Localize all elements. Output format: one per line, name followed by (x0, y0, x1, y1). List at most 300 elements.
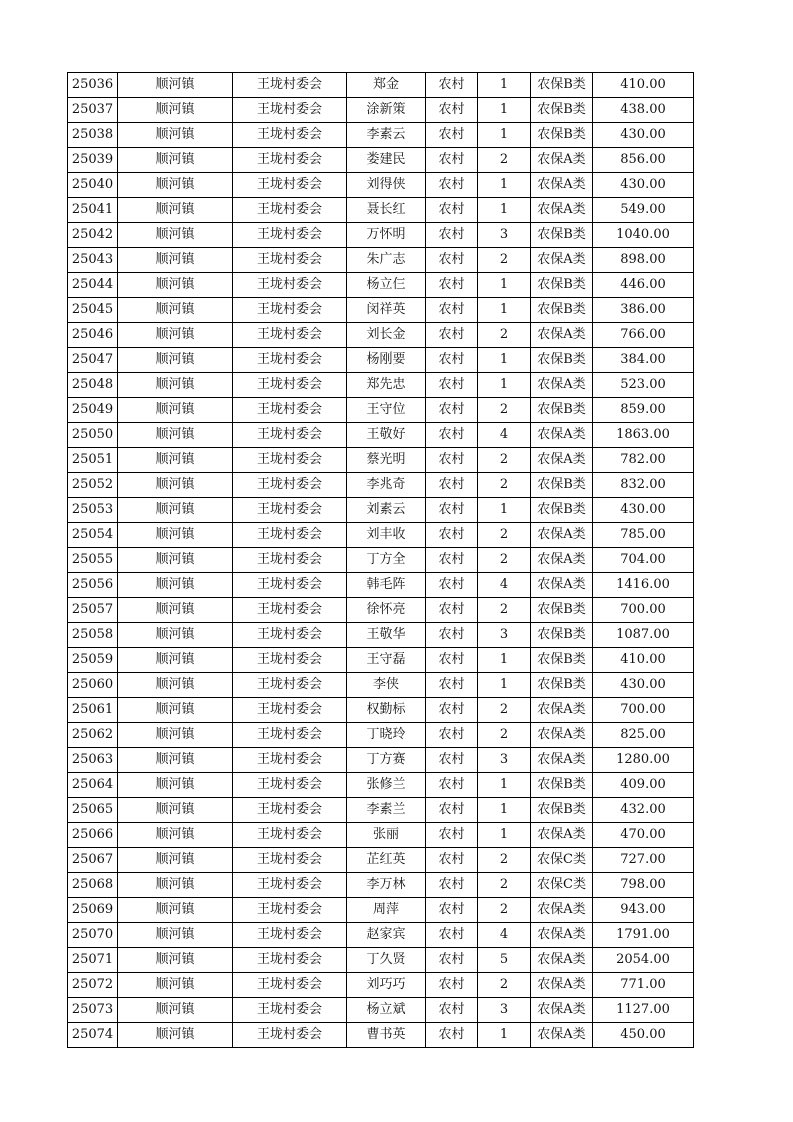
town-cell: 顺河镇 (118, 323, 233, 348)
village-committee-cell: 王垅村委会 (233, 748, 347, 773)
household-size-cell: 2 (478, 698, 531, 723)
residence-type-cell: 农村 (426, 398, 478, 423)
record-id-cell: 25057 (68, 598, 118, 623)
village-committee-cell: 王垅村委会 (233, 623, 347, 648)
village-committee-cell: 王垅村委会 (233, 98, 347, 123)
town-cell: 顺河镇 (118, 848, 233, 873)
residence-type-cell: 农村 (426, 648, 478, 673)
insurance-category-cell: 农保A类 (531, 248, 593, 273)
insurance-category-cell: 农保A类 (531, 323, 593, 348)
town-cell: 顺河镇 (118, 723, 233, 748)
insurance-category-cell: 农保B类 (531, 473, 593, 498)
name-cell: 郑金 (347, 73, 426, 98)
household-size-cell: 1 (478, 773, 531, 798)
household-size-cell: 5 (478, 948, 531, 973)
record-id-cell: 25050 (68, 423, 118, 448)
village-committee-cell: 王垅村委会 (233, 598, 347, 623)
town-cell: 顺河镇 (118, 298, 233, 323)
residence-type-cell: 农村 (426, 898, 478, 923)
household-size-cell: 2 (478, 448, 531, 473)
residence-type-cell: 农村 (426, 523, 478, 548)
amount-cell: 832.00 (593, 473, 694, 498)
village-committee-cell: 王垅村委会 (233, 73, 347, 98)
village-committee-cell: 王垅村委会 (233, 1023, 347, 1048)
amount-cell: 898.00 (593, 248, 694, 273)
household-size-cell: 1 (478, 373, 531, 398)
residence-type-cell: 农村 (426, 598, 478, 623)
residence-type-cell: 农村 (426, 298, 478, 323)
table-row (68, 548, 694, 573)
record-id-cell: 25053 (68, 498, 118, 523)
household-size-cell: 3 (478, 998, 531, 1023)
town-cell: 顺河镇 (118, 998, 233, 1023)
household-size-cell: 2 (478, 323, 531, 348)
household-size-cell: 1 (478, 73, 531, 98)
insurance-category-cell: 农保A类 (531, 573, 593, 598)
household-size-cell: 2 (478, 898, 531, 923)
name-cell: 涂新策 (347, 98, 426, 123)
residence-type-cell: 农村 (426, 323, 478, 348)
amount-cell: 943.00 (593, 898, 694, 923)
insurance-category-cell: 农保A类 (531, 923, 593, 948)
village-committee-cell: 王垅村委会 (233, 798, 347, 823)
record-id-cell: 25046 (68, 323, 118, 348)
table-row (68, 973, 694, 998)
village-committee-cell: 王垅村委会 (233, 423, 347, 448)
name-cell: 杨立斌 (347, 998, 426, 1023)
record-id-cell: 25058 (68, 623, 118, 648)
residence-type-cell: 农村 (426, 698, 478, 723)
household-size-cell: 2 (478, 723, 531, 748)
household-size-cell: 1 (478, 1023, 531, 1048)
insurance-category-cell: 农保C类 (531, 873, 593, 898)
name-cell: 徐怀亮 (347, 598, 426, 623)
town-cell: 顺河镇 (118, 423, 233, 448)
village-committee-cell: 王垅村委会 (233, 873, 347, 898)
record-id-cell: 25062 (68, 723, 118, 748)
household-size-cell: 1 (478, 798, 531, 823)
household-size-cell: 1 (478, 173, 531, 198)
village-committee-cell: 王垅村委会 (233, 973, 347, 998)
insurance-category-cell: 农保B类 (531, 398, 593, 423)
village-committee-cell: 王垅村委会 (233, 673, 347, 698)
amount-cell: 549.00 (593, 198, 694, 223)
household-size-cell: 2 (478, 523, 531, 548)
town-cell: 顺河镇 (118, 473, 233, 498)
insurance-category-cell: 农保A类 (531, 723, 593, 748)
residence-type-cell: 农村 (426, 248, 478, 273)
record-id-cell: 25043 (68, 248, 118, 273)
table-row (68, 773, 694, 798)
amount-cell: 727.00 (593, 848, 694, 873)
village-committee-cell: 王垅村委会 (233, 248, 347, 273)
amount-cell: 700.00 (593, 598, 694, 623)
record-id-cell: 25055 (68, 548, 118, 573)
record-id-cell: 25061 (68, 698, 118, 723)
name-cell: 李兆奇 (347, 473, 426, 498)
residence-type-cell: 农村 (426, 998, 478, 1023)
records-table (67, 72, 694, 1048)
village-committee-cell: 王垅村委会 (233, 523, 347, 548)
amount-cell: 410.00 (593, 73, 694, 98)
table-row (68, 298, 694, 323)
table-row (68, 623, 694, 648)
residence-type-cell: 农村 (426, 198, 478, 223)
name-cell: 丁晓玲 (347, 723, 426, 748)
town-cell: 顺河镇 (118, 498, 233, 523)
record-id-cell: 25054 (68, 523, 118, 548)
amount-cell: 1127.00 (593, 998, 694, 1023)
village-committee-cell: 王垅村委会 (233, 298, 347, 323)
amount-cell: 1280.00 (593, 748, 694, 773)
record-id-cell: 25073 (68, 998, 118, 1023)
village-committee-cell: 王垅村委会 (233, 223, 347, 248)
record-id-cell: 25065 (68, 798, 118, 823)
table-row (68, 223, 694, 248)
table-row (68, 673, 694, 698)
amount-cell: 1087.00 (593, 623, 694, 648)
table-row (68, 273, 694, 298)
record-id-cell: 25038 (68, 123, 118, 148)
name-cell: 曹书英 (347, 1023, 426, 1048)
residence-type-cell: 农村 (426, 173, 478, 198)
insurance-category-cell: 农保B类 (531, 598, 593, 623)
name-cell: 韩毛阵 (347, 573, 426, 598)
insurance-category-cell: 农保A类 (531, 423, 593, 448)
town-cell: 顺河镇 (118, 523, 233, 548)
household-size-cell: 3 (478, 748, 531, 773)
table-row (68, 1023, 694, 1048)
name-cell: 王敬华 (347, 623, 426, 648)
insurance-category-cell: 农保B类 (531, 648, 593, 673)
record-id-cell: 25041 (68, 198, 118, 223)
amount-cell: 409.00 (593, 773, 694, 798)
amount-cell: 2054.00 (593, 948, 694, 973)
residence-type-cell: 农村 (426, 548, 478, 573)
residence-type-cell: 农村 (426, 673, 478, 698)
records-table-body (68, 73, 694, 1048)
residence-type-cell: 农村 (426, 123, 478, 148)
name-cell: 张丽 (347, 823, 426, 848)
record-id-cell: 25037 (68, 98, 118, 123)
amount-cell: 782.00 (593, 448, 694, 473)
town-cell: 顺河镇 (118, 248, 233, 273)
town-cell: 顺河镇 (118, 773, 233, 798)
town-cell: 顺河镇 (118, 373, 233, 398)
residence-type-cell: 农村 (426, 473, 478, 498)
residence-type-cell: 农村 (426, 823, 478, 848)
amount-cell: 430.00 (593, 498, 694, 523)
name-cell: 刘得侠 (347, 173, 426, 198)
name-cell: 郑先忠 (347, 373, 426, 398)
record-id-cell: 25060 (68, 673, 118, 698)
town-cell: 顺河镇 (118, 673, 233, 698)
record-id-cell: 25045 (68, 298, 118, 323)
household-size-cell: 1 (478, 648, 531, 673)
village-committee-cell: 王垅村委会 (233, 948, 347, 973)
amount-cell: 410.00 (593, 648, 694, 673)
name-cell: 赵家宾 (347, 923, 426, 948)
name-cell: 王守位 (347, 398, 426, 423)
village-committee-cell: 王垅村委会 (233, 648, 347, 673)
amount-cell: 771.00 (593, 973, 694, 998)
village-committee-cell: 王垅村委会 (233, 823, 347, 848)
village-committee-cell: 王垅村委会 (233, 548, 347, 573)
table-row (68, 798, 694, 823)
amount-cell: 825.00 (593, 723, 694, 748)
record-id-cell: 25072 (68, 973, 118, 998)
town-cell: 顺河镇 (118, 973, 233, 998)
village-committee-cell: 王垅村委会 (233, 123, 347, 148)
household-size-cell: 1 (478, 298, 531, 323)
insurance-category-cell: 农保A类 (531, 898, 593, 923)
name-cell: 芷红英 (347, 848, 426, 873)
residence-type-cell: 农村 (426, 148, 478, 173)
residence-type-cell: 农村 (426, 573, 478, 598)
town-cell: 顺河镇 (118, 398, 233, 423)
table-row (68, 73, 694, 98)
residence-type-cell: 农村 (426, 848, 478, 873)
record-id-cell: 25070 (68, 923, 118, 948)
record-id-cell: 25036 (68, 73, 118, 98)
household-size-cell: 1 (478, 98, 531, 123)
insurance-category-cell: 农保B类 (531, 798, 593, 823)
insurance-category-cell: 农保B类 (531, 123, 593, 148)
village-committee-cell: 王垅村委会 (233, 698, 347, 723)
household-size-cell: 1 (478, 348, 531, 373)
name-cell: 李素兰 (347, 798, 426, 823)
amount-cell: 1040.00 (593, 223, 694, 248)
table-row (68, 148, 694, 173)
amount-cell: 859.00 (593, 398, 694, 423)
amount-cell: 700.00 (593, 698, 694, 723)
household-size-cell: 1 (478, 823, 531, 848)
insurance-category-cell: 农保C类 (531, 848, 593, 873)
town-cell: 顺河镇 (118, 648, 233, 673)
village-committee-cell: 王垅村委会 (233, 498, 347, 523)
household-size-cell: 2 (478, 148, 531, 173)
town-cell: 顺河镇 (118, 198, 233, 223)
town-cell: 顺河镇 (118, 923, 233, 948)
village-committee-cell: 王垅村委会 (233, 923, 347, 948)
name-cell: 杨立仨 (347, 273, 426, 298)
record-id-cell: 25066 (68, 823, 118, 848)
town-cell: 顺河镇 (118, 573, 233, 598)
name-cell: 娄建民 (347, 148, 426, 173)
residence-type-cell: 农村 (426, 423, 478, 448)
residence-type-cell: 农村 (426, 73, 478, 98)
village-committee-cell: 王垅村委会 (233, 323, 347, 348)
name-cell: 刘丰收 (347, 523, 426, 548)
table-row (68, 123, 694, 148)
amount-cell: 523.00 (593, 373, 694, 398)
village-committee-cell: 王垅村委会 (233, 998, 347, 1023)
insurance-category-cell: 农保A类 (531, 198, 593, 223)
name-cell: 刘长金 (347, 323, 426, 348)
amount-cell: 430.00 (593, 673, 694, 698)
village-committee-cell: 王垅村委会 (233, 848, 347, 873)
residence-type-cell: 农村 (426, 873, 478, 898)
residence-type-cell: 农村 (426, 98, 478, 123)
household-size-cell: 1 (478, 198, 531, 223)
table-row (68, 573, 694, 598)
name-cell: 杨刚要 (347, 348, 426, 373)
town-cell: 顺河镇 (118, 148, 233, 173)
table-row (68, 523, 694, 548)
record-id-cell: 25040 (68, 173, 118, 198)
town-cell: 顺河镇 (118, 73, 233, 98)
name-cell: 刘巧巧 (347, 973, 426, 998)
table-row (68, 198, 694, 223)
town-cell: 顺河镇 (118, 598, 233, 623)
name-cell: 丁方全 (347, 548, 426, 573)
residence-type-cell: 农村 (426, 223, 478, 248)
insurance-category-cell: 农保B类 (531, 348, 593, 373)
town-cell: 顺河镇 (118, 98, 233, 123)
village-committee-cell: 王垅村委会 (233, 173, 347, 198)
name-cell: 王敬好 (347, 423, 426, 448)
village-committee-cell: 王垅村委会 (233, 723, 347, 748)
residence-type-cell: 农村 (426, 1023, 478, 1048)
insurance-category-cell: 农保A类 (531, 973, 593, 998)
village-committee-cell: 王垅村委会 (233, 898, 347, 923)
name-cell: 丁方赛 (347, 748, 426, 773)
amount-cell: 856.00 (593, 148, 694, 173)
name-cell: 万怀明 (347, 223, 426, 248)
insurance-category-cell: 农保A类 (531, 698, 593, 723)
residence-type-cell: 农村 (426, 923, 478, 948)
residence-type-cell: 农村 (426, 273, 478, 298)
table-row (68, 373, 694, 398)
insurance-category-cell: 农保B类 (531, 673, 593, 698)
name-cell: 李素云 (347, 123, 426, 148)
record-id-cell: 25052 (68, 473, 118, 498)
table-row (68, 423, 694, 448)
record-id-cell: 25049 (68, 398, 118, 423)
amount-cell: 446.00 (593, 273, 694, 298)
table-row (68, 848, 694, 873)
household-size-cell: 2 (478, 473, 531, 498)
amount-cell: 384.00 (593, 348, 694, 373)
record-id-cell: 25042 (68, 223, 118, 248)
insurance-category-cell: 农保A类 (531, 148, 593, 173)
insurance-category-cell: 农保A类 (531, 823, 593, 848)
household-size-cell: 1 (478, 498, 531, 523)
amount-cell: 430.00 (593, 173, 694, 198)
village-committee-cell: 王垅村委会 (233, 573, 347, 598)
village-committee-cell: 王垅村委会 (233, 398, 347, 423)
amount-cell: 430.00 (593, 123, 694, 148)
table-row (68, 898, 694, 923)
household-size-cell: 4 (478, 923, 531, 948)
record-id-cell: 25069 (68, 898, 118, 923)
town-cell: 顺河镇 (118, 548, 233, 573)
insurance-category-cell: 农保B类 (531, 98, 593, 123)
name-cell: 丁久贤 (347, 948, 426, 973)
record-id-cell: 25047 (68, 348, 118, 373)
name-cell: 周萍 (347, 898, 426, 923)
insurance-category-cell: 农保A类 (531, 173, 593, 198)
table-row (68, 948, 694, 973)
name-cell: 朱广志 (347, 248, 426, 273)
amount-cell: 386.00 (593, 298, 694, 323)
residence-type-cell: 农村 (426, 948, 478, 973)
table-row (68, 173, 694, 198)
amount-cell: 798.00 (593, 873, 694, 898)
insurance-category-cell: 农保A类 (531, 523, 593, 548)
insurance-category-cell: 农保B类 (531, 298, 593, 323)
town-cell: 顺河镇 (118, 873, 233, 898)
town-cell: 顺河镇 (118, 348, 233, 373)
residence-type-cell: 农村 (426, 448, 478, 473)
town-cell: 顺河镇 (118, 798, 233, 823)
household-size-cell: 2 (478, 398, 531, 423)
amount-cell: 1863.00 (593, 423, 694, 448)
record-id-cell: 25071 (68, 948, 118, 973)
residence-type-cell: 农村 (426, 773, 478, 798)
name-cell: 权勤标 (347, 698, 426, 723)
insurance-category-cell: 农保B类 (531, 73, 593, 98)
record-id-cell: 25068 (68, 873, 118, 898)
household-size-cell: 1 (478, 123, 531, 148)
village-committee-cell: 王垅村委会 (233, 473, 347, 498)
name-cell: 刘素云 (347, 498, 426, 523)
village-committee-cell: 王垅村委会 (233, 273, 347, 298)
name-cell: 聂长红 (347, 198, 426, 223)
village-committee-cell: 王垅村委会 (233, 448, 347, 473)
household-size-cell: 2 (478, 548, 531, 573)
record-id-cell: 25051 (68, 448, 118, 473)
village-committee-cell: 王垅村委会 (233, 198, 347, 223)
record-id-cell: 25067 (68, 848, 118, 873)
household-size-cell: 2 (478, 598, 531, 623)
table-row (68, 648, 694, 673)
town-cell: 顺河镇 (118, 223, 233, 248)
table-row (68, 748, 694, 773)
town-cell: 顺河镇 (118, 173, 233, 198)
town-cell: 顺河镇 (118, 623, 233, 648)
table-row (68, 598, 694, 623)
town-cell: 顺河镇 (118, 748, 233, 773)
record-id-cell: 25064 (68, 773, 118, 798)
amount-cell: 432.00 (593, 798, 694, 823)
insurance-category-cell: 农保A类 (531, 998, 593, 1023)
town-cell: 顺河镇 (118, 273, 233, 298)
record-id-cell: 25063 (68, 748, 118, 773)
amount-cell: 1791.00 (593, 923, 694, 948)
table-row (68, 998, 694, 1023)
record-id-cell: 25048 (68, 373, 118, 398)
table-row (68, 823, 694, 848)
insurance-category-cell: 农保A类 (531, 448, 593, 473)
name-cell: 蔡光明 (347, 448, 426, 473)
record-id-cell: 25059 (68, 648, 118, 673)
village-committee-cell: 王垅村委会 (233, 148, 347, 173)
table-row (68, 248, 694, 273)
table-row (68, 923, 694, 948)
residence-type-cell: 农村 (426, 498, 478, 523)
record-id-cell: 25044 (68, 273, 118, 298)
residence-type-cell: 农村 (426, 798, 478, 823)
household-size-cell: 1 (478, 273, 531, 298)
name-cell: 李万林 (347, 873, 426, 898)
table-row (68, 473, 694, 498)
town-cell: 顺河镇 (118, 823, 233, 848)
village-committee-cell: 王垅村委会 (233, 348, 347, 373)
town-cell: 顺河镇 (118, 123, 233, 148)
amount-cell: 785.00 (593, 523, 694, 548)
amount-cell: 1416.00 (593, 573, 694, 598)
